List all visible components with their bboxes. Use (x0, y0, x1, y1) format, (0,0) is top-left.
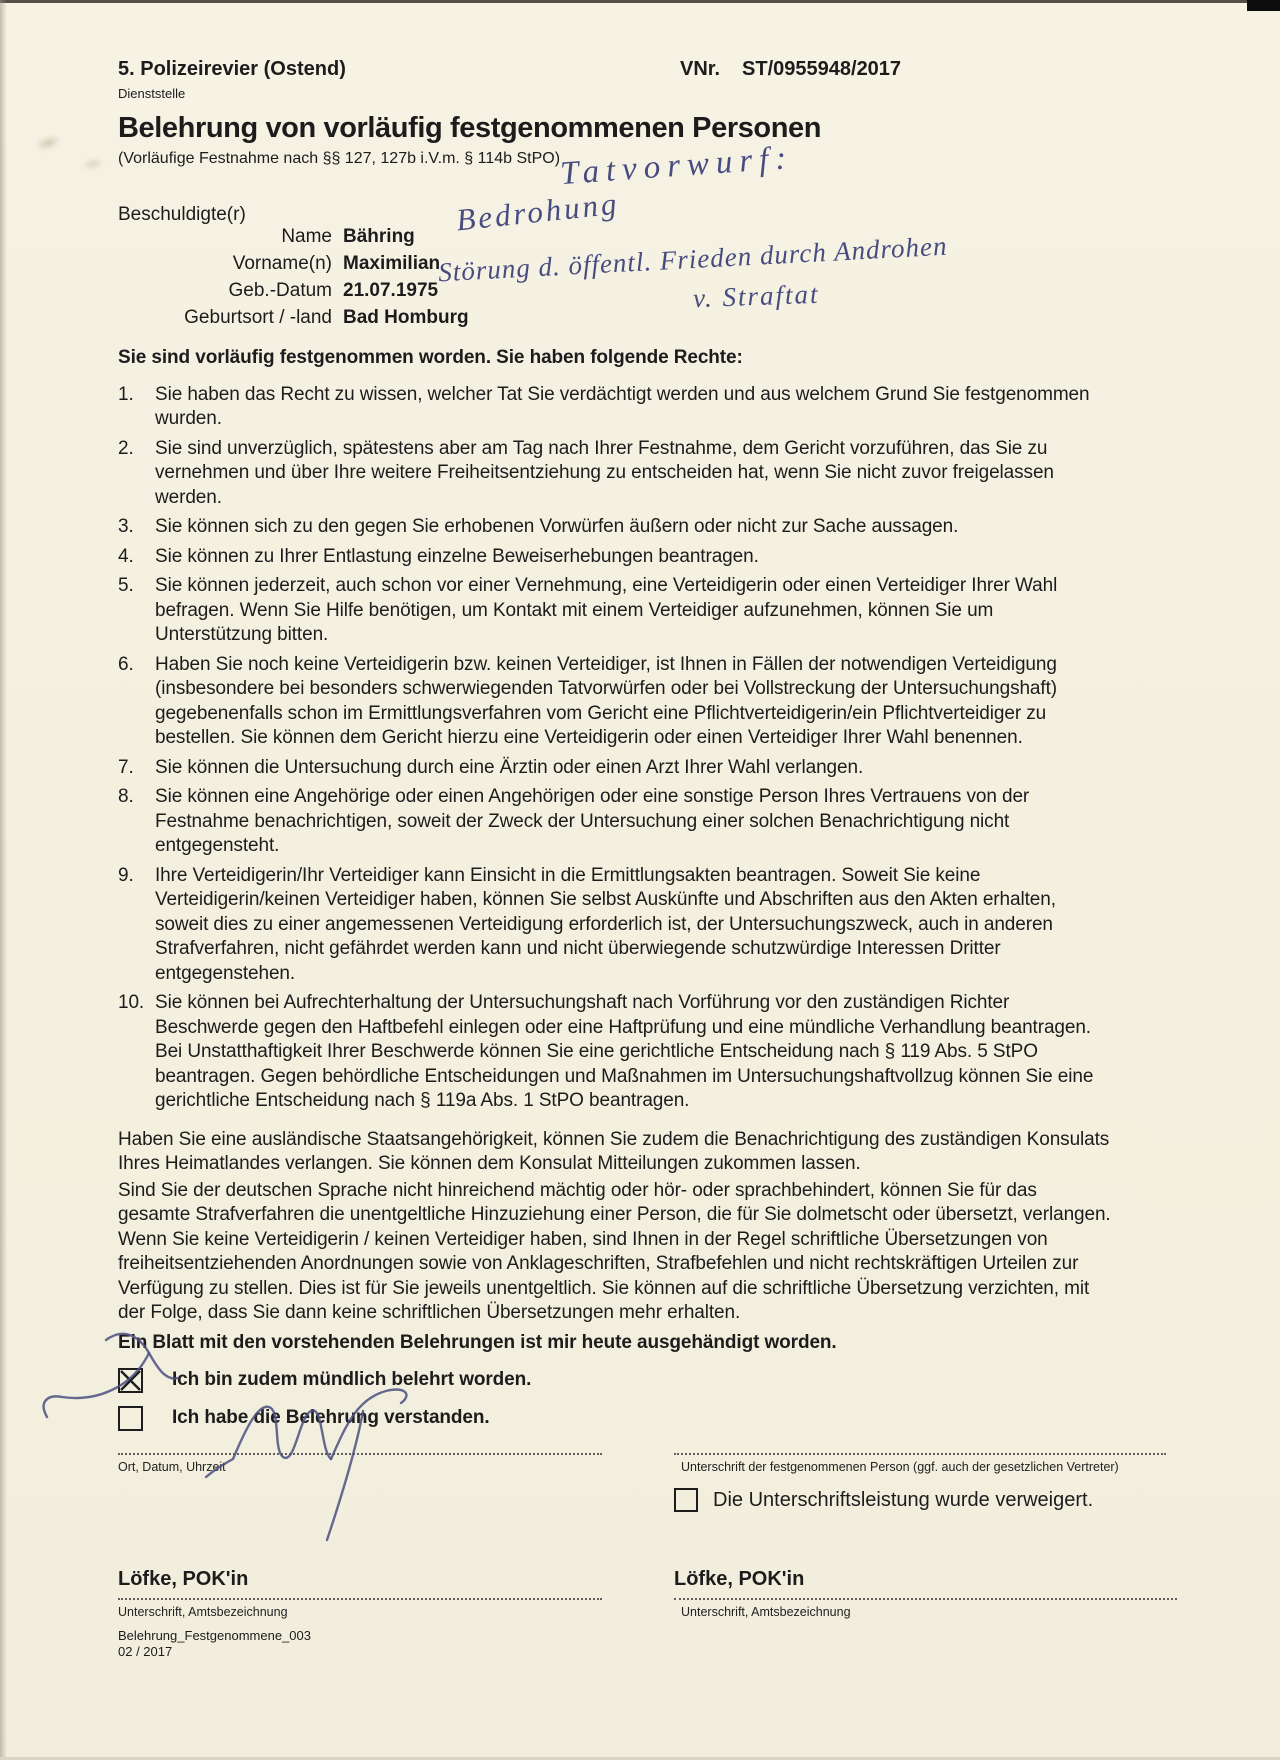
rights-item (118, 545, 1112, 570)
rights-item (118, 515, 1112, 540)
handwritten-charge-2: Störung d. öffentl. Frieden durch Androhen (437, 230, 949, 288)
rights-item-text: Sie haben das Recht zu wissen, welcher Tat Sie verdächtigt werden und aus welchem Grund Sie festgenommen wurden. (155, 383, 1090, 429)
field-label: Vorname(n) (232, 253, 332, 274)
officer-name-left: Löfke, POK'in (118, 1568, 249, 1590)
form-footer (118, 1628, 311, 1660)
rights-item-number: 2. (118, 437, 134, 459)
signature-caption-place-date: Ort, Datum, Uhrzeit (118, 1460, 226, 1474)
scan-edge-left (0, 0, 7, 1760)
acknowledgement-row (118, 1406, 1112, 1431)
checkbox (118, 1406, 143, 1431)
officer-line-left (118, 1598, 602, 1600)
rights-item (118, 864, 1112, 987)
field-value: Bähring (343, 226, 415, 247)
field-label: Geburtsort / -land (184, 307, 332, 328)
station-block (118, 58, 346, 101)
rights-item (118, 756, 1112, 781)
acknowledgement-list (118, 1368, 1112, 1431)
rights-item-number: 9. (118, 864, 134, 886)
officer-caption-right: Unterschrift, Amtsbezeichnung (681, 1605, 851, 1619)
rights-item-text: Sie können die Untersuchung durch eine Ärztin oder einen Arzt Ihrer Wahl verlangen. (155, 756, 864, 778)
signature-refusal-row (674, 1488, 1093, 1512)
handwritten-charge-2b: v. Straftat (692, 278, 820, 314)
acknowledgement-row (118, 1368, 1112, 1393)
signature-caption-arrestee: Unterschrift der festgenommenen Person (ggf. auch der gesetzlichen Vertreter) (681, 1460, 1119, 1474)
rights-item-text: Sie sind unverzüglich, spätestens aber am Tag nach Ihrer Festnahme, dem Gericht vorzuführen, das Sie zu vernehmen und über Ihre weitere Freiheitsentziehung zu entscheiden hat, wenn Sie nicht zuvor freigelassen werden. (155, 437, 1054, 508)
rights-item-text: Ihre Verteidigerin/Ihr Verteidiger kann Einsicht in die Ermittlungsakten beantragen. Soweit Sie keine Verteidigerin/keinen Verteidiger haben, können Sie selbst Auskünfte und Abschriften aus den Akten erhalten, soweit dies zu einer angemessenen Verteidigung erforderlich ist, der Untersuchungszweck, auch in anderen Strafverfahren, nicht gefährdet werden kann und nicht überwiegende schutzwürdige Interessen Dritter entgegenstehen. (155, 864, 1056, 984)
rights-item (118, 574, 1112, 648)
accused-field-row (118, 280, 469, 307)
scan-smudge (33, 132, 64, 154)
handover-statement: Ein Blatt mit den vorstehenden Belehrungen ist mir heute ausgehändigt worden. (118, 1331, 837, 1353)
handwritten-charge-1: Bedrohung (454, 185, 621, 238)
rights-item-number: 1. (118, 383, 134, 405)
rights-item-text: Sie können jederzeit, auch schon vor einer Vernehmung, eine Verteidigerin oder einen Verteidiger Ihrer Wahl befragen. Wenn Sie Hilfe benötigen, um Kontakt mit einem Verteidiger aufzunehmen, können Sie um Unterstützung bitten. (155, 575, 1058, 645)
rights-item-text: Sie können bei Aufrechterhaltung der Untersuchungshaft nach Vorführung vor den zuständigen Richter Beschwerde gegen den Haftbefehl einlegen oder eine Haftprüfung und eine mündliche Verhandlung beantragen. Bei Unstatthaftigkeit Ihrer Beschwerde können Sie eine gerichtliche Entscheidung nach § 119 Abs. 5 StPO beantragen. Gegen behördliche Entscheidungen und Maßnahmen im Untersuchungshaftvollzug können Sie eine gerichtliche Entscheidung nach § 119a Abs. 1 StPO beantragen. (155, 992, 1094, 1111)
officer-caption-left: Unterschrift, Amtsbezeichnung (118, 1605, 288, 1619)
case-number (680, 58, 901, 81)
case-number-value: ST/0955948/2017 (742, 58, 902, 80)
handwritten-charge-heading: Tatvorwurf: (558, 139, 795, 193)
rights-item-number: 4. (118, 545, 134, 567)
rights-item (118, 991, 1112, 1114)
rights-item-number: 7. (118, 756, 134, 778)
rights-list (118, 383, 1112, 1114)
rights-item-number: 8. (118, 786, 134, 807)
accused-section-label: Beschuldigte(r) (118, 204, 246, 225)
field-label: Geb.-Datum (228, 280, 332, 301)
rights-item-text: Sie können eine Angehörige oder einen Angehörigen oder eine sonstige Person Ihres Vertrauens von der Festnahme benachrichtigen, soweit der Zweck der Untersuchung einer solchen Benachrichtigung nicht entgegensteht. (155, 786, 1030, 856)
field-value: Bad Homburg (343, 307, 469, 328)
station-sublabel: Dienststelle (118, 86, 186, 101)
field-value: Maximilian (343, 253, 441, 274)
checkbox (118, 1368, 143, 1393)
rights-item (118, 653, 1112, 751)
rights-item (118, 383, 1112, 432)
acknowledgement-label: Ich bin zudem mündlich belehrt worden. (172, 1369, 532, 1390)
rights-item-text: Haben Sie noch keine Verteidigerin bzw. keinen Verteidiger, ist Ihnen in Fällen der notwendigen Verteidigung (insbesondere bei besonders schwerwiegenden Tatvorwürfen oder bei Vollstreckung der Untersuchungshaft) gegebenenfalls schon im Ermittlungsverfahren vom Gericht eine Pflichtverteidigerin/ein Pflichtverteidiger zu bestellen. Sie können dem Gericht hierzu eine Verteidigerin oder einen Verteidiger Ihrer Wahl benennen. (155, 653, 1057, 748)
checkbox-x-mark (119, 1369, 142, 1392)
station-name: 5. Polizeirevier (Ostend) (118, 58, 346, 80)
field-value: 21.07.1975 (343, 280, 439, 301)
acknowledgement-label: Ich habe die Belehrung verstanden. (172, 1407, 490, 1428)
accused-field-row (118, 253, 469, 280)
refusal-checkbox (674, 1488, 698, 1512)
paragraph: Sind Sie der deutschen Sprache nicht hinreichend mächtig oder hör- oder sprachbehindert, können Sie für das gesamte Strafverfahren die unentgeltliche Hinzuziehung einer Person, die für Sie dolmetscht oder übersetzt, verlangen. Wenn Sie keine Verteidigerin / keinen Verteidiger haben, sind Ihnen in der Regel schriftliche Übersetzungen von freiheitsentziehenden Anordnungen sowie von Anklageschriften, Strafbefehlen und nicht rechtskräftigen Urteilen zur Verfügung zu stellen. Dies ist für Sie jeweils unentgeltlich. Sie können auf die schriftliche Übersetzung verzichten, mit der Folge, dass Sie dann keine schriftlichen Übersetzungen mehr erhalten. (118, 1179, 1111, 1323)
accused-fields (118, 226, 469, 334)
field-label: Name (281, 226, 332, 247)
rights-item-number: 3. (118, 516, 134, 537)
officer-name-right: Löfke, POK'in (674, 1568, 805, 1590)
scan-edge-top (0, 0, 1258, 3)
form-version: 02 / 2017 (118, 1644, 173, 1659)
rights-item-number: 5. (118, 575, 134, 596)
scan-corner-black (1247, 0, 1280, 11)
rights-item (118, 437, 1112, 511)
accused-field-row (118, 307, 469, 334)
additional-paragraphs (118, 1128, 1112, 1326)
signature-line-place-date (118, 1453, 602, 1455)
paragraph: Haben Sie eine ausländische Staatsangehörigkeit, können Sie zudem die Benachrichtigung des zuständigen Konsulats Ihres Heimatlandes verlangen. Sie können dem Konsulat Mitteilungen zukommen lassen. (118, 1128, 1110, 1174)
form-subtitle: (Vorläufige Festnahme nach §§ 127, 127b i.V.m. § 114b StPO) (118, 150, 561, 167)
rights-item-text: Sie können zu Ihrer Entlastung einzelne Beweiserhebungen beantragen. (155, 545, 759, 567)
rights-item-number: 6. (118, 653, 134, 675)
instruction-body (118, 346, 1112, 1431)
rights-item-number: 10. (118, 992, 145, 1013)
accused-field-row (118, 226, 469, 253)
officer-line-right (674, 1598, 1177, 1600)
refusal-label: Die Unterschriftsleistung wurde verweigert. (713, 1488, 1094, 1511)
signature-line-arrestee (674, 1453, 1166, 1455)
rights-intro: Sie sind vorläufig festgenommen worden. Sie haben folgende Rechte: (118, 347, 743, 368)
case-number-label: VNr. (680, 58, 721, 80)
form-title: Belehrung von vorläufig festgenommenen Personen (118, 112, 822, 144)
rights-item-text: Sie können sich zu den gegen Sie erhobenen Vorwürfen äußern oder nicht zur Sache aussagen. (155, 516, 959, 537)
form-id: Belehrung_Festgenommene_003 (118, 1628, 311, 1643)
rights-item (118, 785, 1112, 859)
scan-smudge (81, 156, 105, 172)
